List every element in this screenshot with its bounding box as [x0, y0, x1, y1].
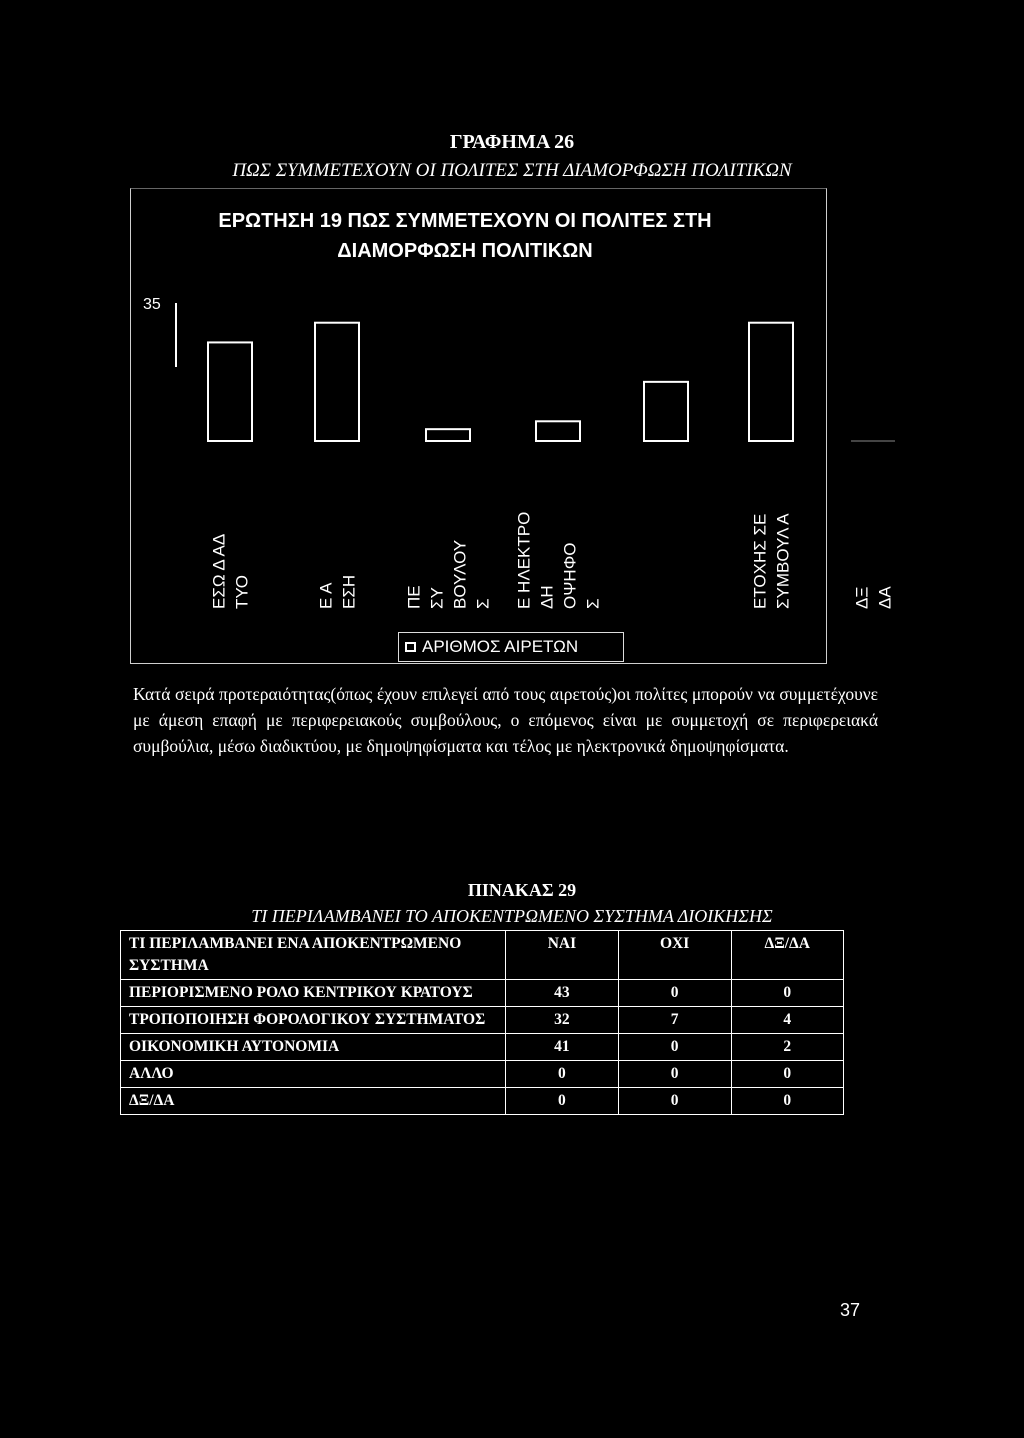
table-row [121, 1088, 844, 1115]
table-cell: 0 [618, 1088, 731, 1115]
bar [426, 429, 470, 441]
category-label: ΔΞ [852, 586, 872, 609]
bar [536, 421, 580, 441]
table-cell: 2 [731, 1034, 844, 1061]
table-header-cell: ΟΧΙ [618, 931, 731, 980]
table-row [121, 1007, 844, 1034]
table-header-cell: ΤΙ ΠΕΡΙΛΑΜΒΑΝΕΙ ΕΝΑ ΑΠΟΚΕΝΤΡΩΜΕΝΟ ΣΥΣΤΗΜΑ [121, 931, 506, 980]
table-cell: ΔΞ/ΔΑ [121, 1088, 506, 1115]
table-cell: ΑΛΛΟ [121, 1061, 506, 1088]
figure-title: ΓΡΑΦΗΜΑ 26 [449, 131, 575, 153]
table-cell: 0 [506, 1061, 619, 1088]
category-label: ΒΟΥΛΟΥ [450, 539, 470, 609]
category-label: ΤΥΟ [232, 575, 252, 609]
table-cell: 7 [618, 1007, 731, 1034]
category-label: ΠΕ [404, 585, 424, 609]
category-label: ΔΗ [537, 585, 557, 609]
bar [208, 342, 252, 441]
body-paragraph: Κατά σειρά προτεραιότητας(όπως έχουν επιλεγεί από τους αιρετούς)οι πολίτες μπορούν να συμμετέχουνε με άμεση επαφή με περιφερειακούς συμβούλους, ο επόμενος είναι με συμμετοχή σε περιφερειακά συμβούλια, μέσω διαδικτύου, με δημοψηφίσματα και τέλος με ηλεκτρονικά δημοψηφίσματα. [133, 684, 878, 756]
category-label: Ε ΗΛΕΚΤΡΟ [514, 511, 534, 609]
chart-title-line: ΔΙΑΜΟΡΦΩΣΗ ΠΟΛΙΤΙΚΩΝ [337, 240, 593, 262]
category-label: ΕΣΩ Δ ΑΔ [209, 533, 229, 609]
bar [644, 382, 688, 441]
chart-title-line: ΕΡΩΤΗΣΗ 19 ΠΩΣ ΣΥΜΜΕΤΕΧΟΥΝ ΟΙ ΠΟΛΙΤΕΣ ΣΤΗ [218, 210, 712, 232]
table-cell: 0 [731, 1061, 844, 1088]
table-cell: ΤΡΟΠΟΠΟΙΗΣΗ ΦΟΡΟΛΟΓΙΚΟΥ ΣΥΣΤΗΜΑΤΟΣ [121, 1007, 506, 1034]
page-number: 37 [840, 1300, 861, 1320]
category-label: ΣΥΜΒΟΥΛ Α [773, 513, 793, 609]
table-cell: 0 [618, 980, 731, 1007]
table-cell: 43 [506, 980, 619, 1007]
table-cell: 32 [506, 1007, 619, 1034]
table-cell: 0 [618, 1034, 731, 1061]
table-cell: ΠΕΡΙΟΡΙΣΜΕΝΟ ΡΟΛΟ ΚΕΝΤΡΙΚΟΥ ΚΡΑΤΟΥΣ [121, 980, 506, 1007]
table-header-cell: ΝΑΙ [506, 931, 619, 980]
category-label: ΕΣΗ [339, 574, 359, 609]
legend-label: ΑΡΙΘΜΟΣ ΑΙΡΕΤΩΝ [422, 637, 579, 656]
table-cell: 0 [618, 1061, 731, 1088]
legend-swatch [405, 642, 416, 652]
category-label: ΔΑ [875, 586, 895, 609]
y-tick-label: 35 [143, 296, 161, 313]
table-subtitle: ΤΙ ΠΕΡΙΛΑΜΒΑΝΕΙ ΤΟ ΑΠΟΚΕΝΤΡΩΜΕΝΟ ΣΥΣΤΗΜΑ ΔΙΟΙΚΗΣΗΣ [251, 906, 773, 926]
bar-chart [131, 189, 895, 665]
table-title: ΠΙΝΑΚΑΣ 29 [467, 880, 577, 900]
table-row [121, 980, 844, 1007]
figure-subtitle: ΠΩΣ ΣΥΜΜΕΤΕΧΟΥΝ ΟΙ ΠΟΛΙΤΕΣ ΣΤΗ ΔΙΑΜΟΡΦΩΣΗ ΠΟΛΙΤΙΚΩΝ [232, 160, 792, 181]
category-label: Σ [473, 598, 493, 609]
table-row [121, 1061, 844, 1088]
category-label: ΕΤΟΧΗΣ ΣΕ [750, 513, 770, 609]
table-cell: 0 [731, 980, 844, 1007]
table-header-cell: ΔΞ/ΔΑ [731, 931, 844, 980]
category-label: Ε Α [316, 582, 336, 609]
category-label: ΟΨΗΦΟ [560, 542, 580, 609]
data-table [120, 930, 844, 1115]
table-row [121, 1034, 844, 1061]
bar [315, 323, 359, 441]
chart-legend [398, 632, 624, 662]
table-cell: 4 [731, 1007, 844, 1034]
category-label: Σ [583, 598, 603, 609]
bar [749, 323, 793, 441]
table-cell: 0 [731, 1088, 844, 1115]
chart-frame [130, 188, 895, 664]
table-header-row [121, 931, 844, 980]
table-cell: 41 [506, 1034, 619, 1061]
category-label: ΣΥ [427, 587, 447, 609]
table-cell: 0 [506, 1088, 619, 1115]
table-cell: ΟΙΚΟΝΟΜΙΚΗ ΑΥΤΟΝΟΜΙΑ [121, 1034, 506, 1061]
